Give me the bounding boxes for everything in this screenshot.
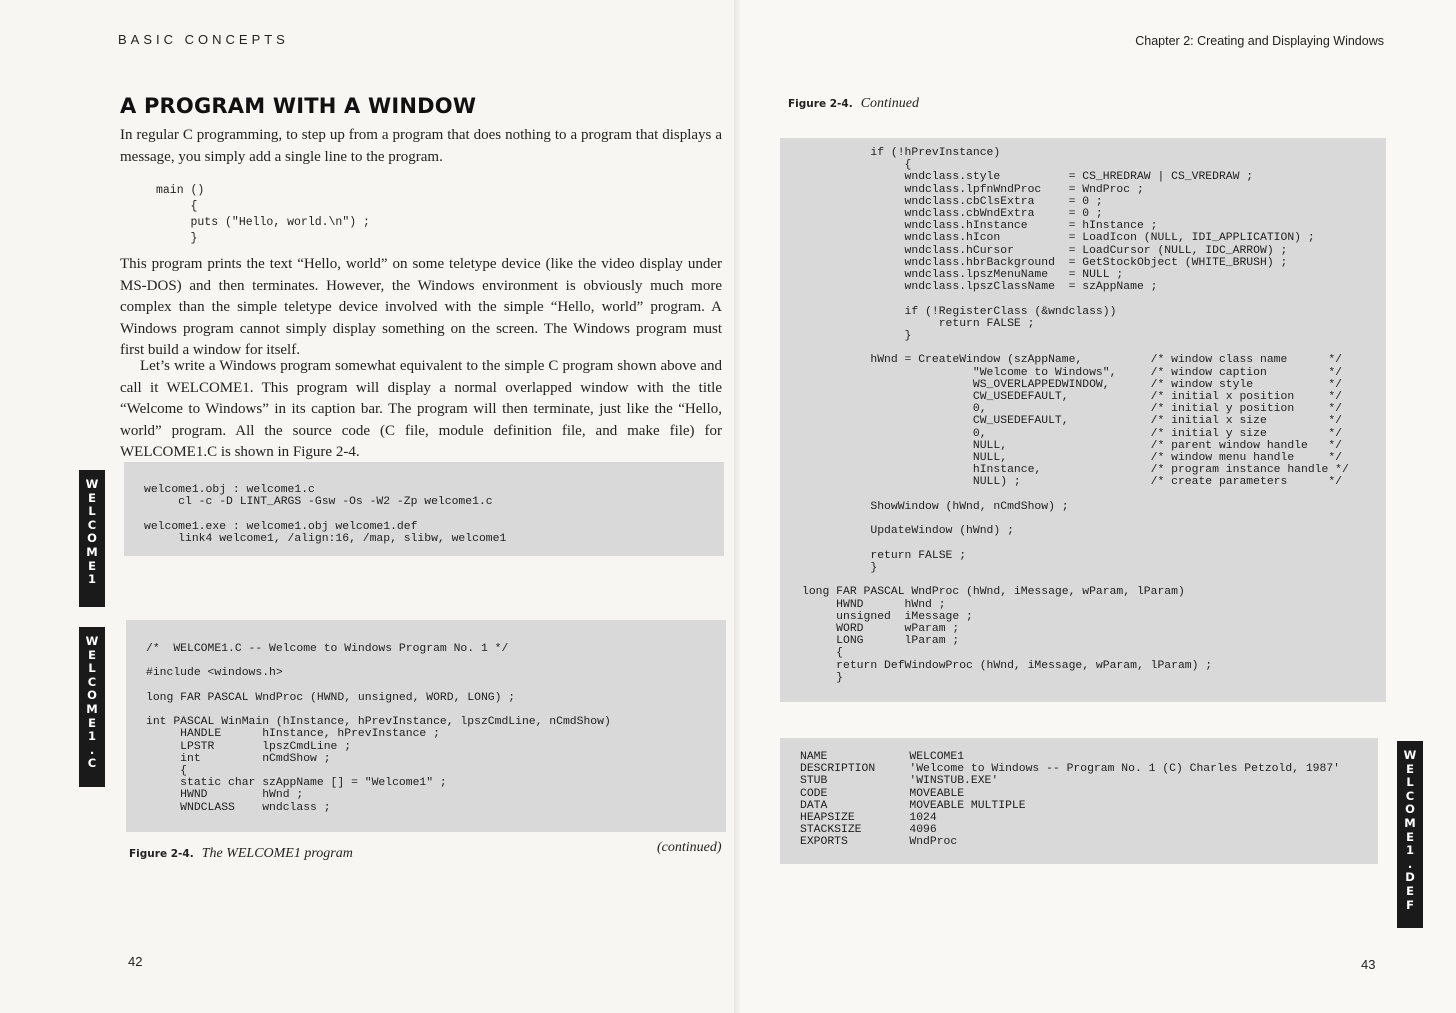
tab-welcome1-def <box>1397 741 1423 928</box>
tab-letter: O <box>87 531 97 546</box>
paragraph-intro: In regular C programming, to step up from a program that does nothing to a program that displays a message, you simply add a single line to the program. <box>120 127 722 165</box>
tab-welcome1-c <box>79 627 105 787</box>
source-code-listing-part1: /* WELCOME1.C -- Welcome to Windows Program No. 1 */ #include <windows.h> long FAR PASCAL WndProc (HWND, unsigned, WORD, LONG) ; int PASCAL WinMain (hInstance, hPrevInstance, lpszCmdLine, nCmdShow) HANDLE hInstance, hPrevInstance ; LPSTR lpszCmdLine ; int nCmdShow ; { static char szAppName [] = "Welcome1" ; HWND hWnd ; WNDCLASS wndclass ; <box>126 620 726 832</box>
continued-note: (continued) <box>657 840 722 855</box>
tab-letter: . <box>1407 856 1413 871</box>
paragraph-welcome1: Let’s write a Windows program somewhat equivalent to the simple C program shown above and call it WELCOME1. This program will display a normal overlapped window with the title “Welcome to Windows” in its caption bar. The program will then terminate, just like the “Hello, world” program. All the source code (C file, module definition file, and make file) for WELCOME1.C is shown in Figure 2-4. <box>120 358 722 460</box>
tab-letter: D <box>1405 870 1415 885</box>
figure-label-right: Figure 2-4. <box>788 98 853 110</box>
figure-label: Figure 2-4. <box>129 848 194 860</box>
tab-letter: C <box>87 756 97 771</box>
tab-letter: F <box>1406 897 1414 912</box>
hello-world-code: main () { puts ("Hello, world.\n") ; } <box>156 184 370 245</box>
page-number-right: 43 <box>1361 957 1376 972</box>
tab-letter: E <box>88 490 96 505</box>
tab-letter: L <box>88 661 96 676</box>
tab-letter: 1 <box>87 572 96 587</box>
tab-letter: E <box>88 558 96 573</box>
tab-letter: O <box>87 688 97 703</box>
figure-caption-text: The WELCOME1 program <box>201 846 353 861</box>
tab-letter: M <box>86 701 98 716</box>
tab-letter: L <box>88 504 96 519</box>
tab-letter: 1 <box>87 729 96 744</box>
source-code-listing-part2: if (!hPrevInstance) { wndclass.style = CS_HREDRAW | CS_VREDRAW ; wndclass.lpfnWndProc = WndProc ; wndclass.cbClsExtra = 0 ; wndclass.cbWndExtra = 0 ; wndclass.hInstance = hInstance ; wndclass.hIcon = LoadIcon (NULL, IDI_APPLICATION) ; wndclass.hCursor = LoadCursor (NULL, IDC_ARROW) ; wndclass.hbrBackground = GetStockObject (WHITE_BRUSH) ; wndclass.lpszMenuName = NULL ; wndclass.lpszClassName = szAppName ; if (!RegisterClass (&wndclass)) return FALSE ; } hWnd = CreateWindow (szAppName, /* window class name */ "Welcome to Windows", /* window caption */ WS_OVERLAPPEDWINDOW, /* window style */ CW_USEDEFAULT, /* initial x position */ 0, /* initial y position */ CW_USEDEFAULT, /* initial x size */ 0, /* initial y size */ NULL, /* parent window handle */ NULL, /* window menu handle */ hInstance, /* program instance handle */ NULL) ; /* create parameters */ ShowWindow (hWnd, nCmdShow) ; UpdateWindow (hWnd) ; return FALSE ; } long FAR PASCAL WndProc (hWnd, iMessage, wParam, lParam) HWND hWnd ; unsigned iMessage ; WORD wParam ; LONG lParam ; { return DefWindowProc (hWnd, iMessage, wParam, lParam) ; } <box>780 138 1386 702</box>
tab-letter: O <box>1405 802 1415 817</box>
tab-letter: 1 <box>1405 843 1414 858</box>
tab-letter: C <box>87 674 97 689</box>
tab-letter: L <box>1406 775 1414 790</box>
tab-letter: E <box>88 715 96 730</box>
figure-caption-right <box>788 96 919 112</box>
makefile-code-listing: welcome1.obj : welcome1.c cl -c -D LINT_ARGS -Gsw -Os -W2 -Zp welcome1.c welcome1.exe : welcome1.obj welcome1.def link4 welcome1, /align:16, /map, slibw, welcome1 <box>124 462 724 556</box>
section-heading: A PROGRAM WITH A WINDOW <box>120 94 477 118</box>
figure-caption-left <box>129 846 353 862</box>
def-file-listing: NAME WELCOME1 DESCRIPTION 'Welcome to Windows -- Program No. 1 (C) Charles Petzold, 1987' STUB 'WINSTUB.EXE' CODE MOVEABLE DATA MOVEABLE MULTIPLE HEAPSIZE 1024 STACKSIZE 4096 EXPORTS WndProc <box>780 738 1378 864</box>
page-number-left: 42 <box>128 954 143 969</box>
tab-letter: E <box>1406 883 1414 898</box>
tab-letter: E <box>1406 829 1414 844</box>
paragraph-teletype: This program prints the text “Hello, world” on some teletype device (like the video display under MS-DOS) and then terminates. However, the Windows environment is obviously much more complex than the simple teletype device involved with the simple “Hello, world” program. A Windows program cannot simply display something on the screen. The Windows program must first build a window for itself. <box>120 256 722 358</box>
tab-letter: E <box>88 647 96 662</box>
tab-letter: M <box>86 544 98 559</box>
running-head-right: Chapter 2: Creating and Displaying Windows <box>1135 34 1384 48</box>
tab-letter: W <box>1403 748 1417 762</box>
tab-letter: C <box>87 517 97 532</box>
tab-welcome1-makefile <box>79 470 105 607</box>
tab-letter: M <box>1404 815 1416 830</box>
right-page <box>740 0 1456 1013</box>
tab-letter: C <box>1405 788 1415 803</box>
tab-letter: W <box>85 477 99 491</box>
figure-continued-text: Continued <box>860 96 920 111</box>
tab-letter: E <box>1406 761 1414 776</box>
tab-letter: W <box>85 634 99 648</box>
tab-letter: . <box>89 742 95 757</box>
running-head-left: BASIC CONCEPTS <box>118 32 289 47</box>
